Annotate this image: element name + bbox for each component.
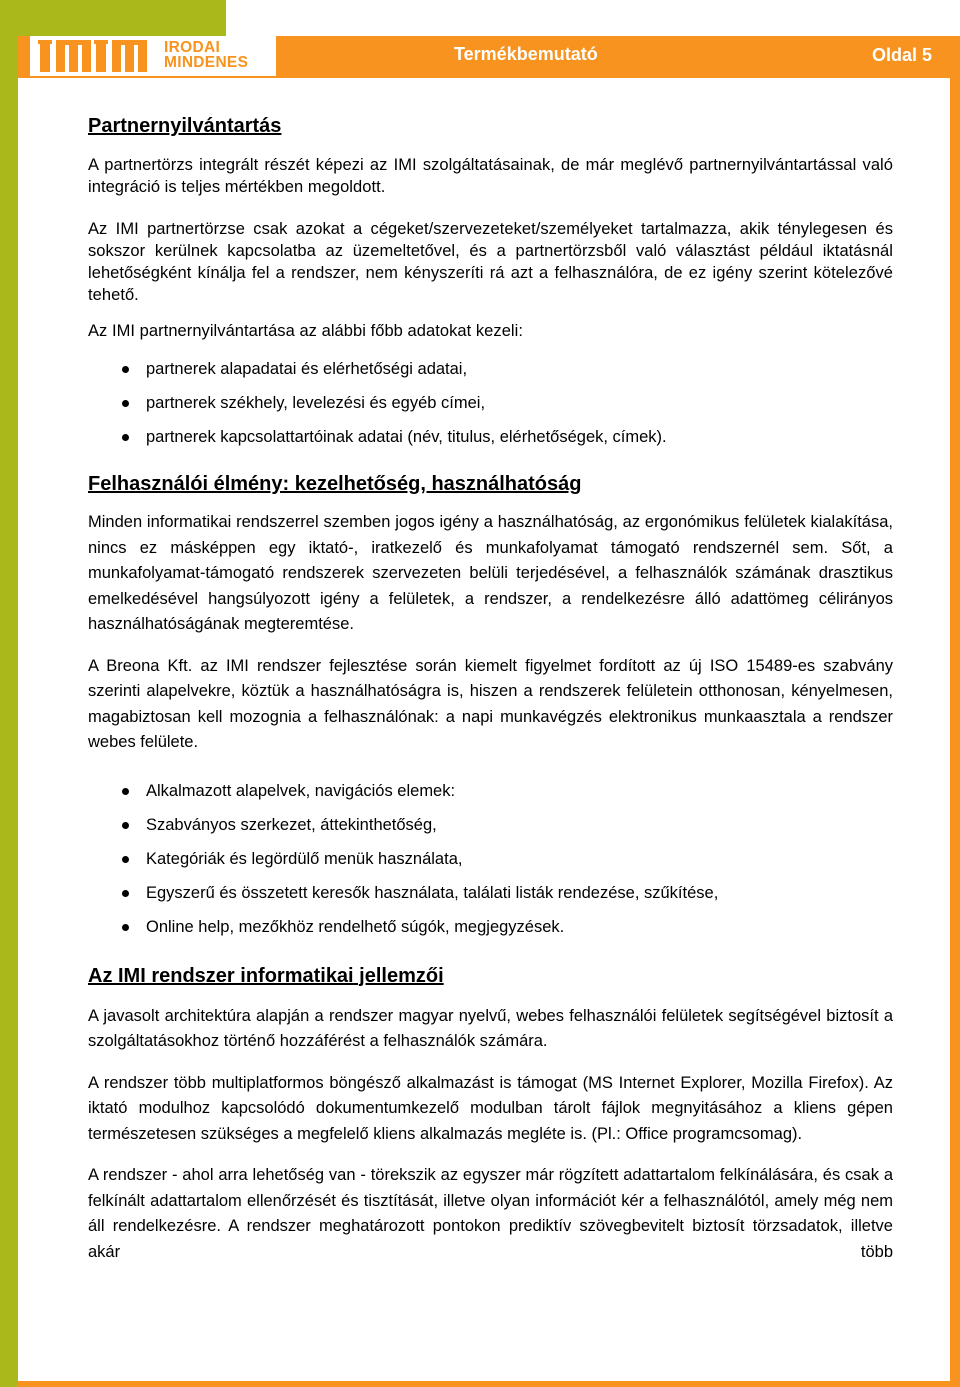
- paragraph: Minden informatikai rendszerrel szemben jogos igény a használhatóság, az ergonómikus felületek kialakítása, nincs ez másképpen egy iktató-, iratkezelő és munkafolyamat támogató rendszernél sem. Sőt, a munkafolyamat-támogató rendszerek szervezeten belüli terjedésével, a felhasználók számának drasztikus emelkedésével hangsúlyozott igény a felületek, a rendszer, a rendelkezésre álló adattömeg célirányos használhatóságának megteremtése.: [88, 513, 893, 633]
- paragraph: A rendszer több multiplatformos böngésző alkalmazást is támogat (MS Internet Explorer, Mozilla Firefox). Az iktató modulhoz kapcsolódó dokumentumkezelő modulban tárolt fájlok megnyitásához a kliens gépen természetesen szükséges a megfelelő kliens alkalmazás megléte is. (Pl.: Office programcsomag).: [88, 1073, 893, 1143]
- header-title: Termékbemutató: [454, 44, 598, 64]
- logo-line-1: IRODAI: [164, 39, 221, 56]
- bullet-list: [88, 780, 893, 938]
- list-item: Kategóriák és legördülő menük használata,: [88, 848, 893, 870]
- paragraph: Az IMI partnernyilvántartása az alábbi főbb adatokat kezeli:: [88, 322, 523, 340]
- paragraph: A rendszer - ahol arra lehetőség van - törekszik az egyszer már rögzített adattartalom felkínálására, és csak a felkínált adattartalom ellenőrzését és tisztítását, illetve olyan információt kér a felhasználótól, amely még nem áll rendelkezésre. A rendszer meghatározott pontokon prediktív szövegbevitelt biztosít törzsadatok, illetve akár több: [88, 1166, 893, 1261]
- top-frame-bar: [0, 0, 226, 36]
- page-number: Oldal 5: [872, 45, 933, 65]
- list-item: partnerek alapadatai és elérhetőségi adatai,: [88, 358, 893, 380]
- list-item: Szabványos szerkezet, áttekinthetőség,: [88, 814, 893, 836]
- section-title-usability: Felhasználói élmény: kezelhetőség, használhatóság: [88, 473, 582, 495]
- paragraph: Az IMI partnertörzse csak azokat a cégeket/szervezeteket/személyeket tartalmazza, akik ténylegesen és sokszor kerülnek kapcsolatba az üzemeltetővel, és a partnertörzsből való választást például iktatásnál lehetőségként kínálja fel a rendszer, nem kényszeríti rá azt a felhasználóra, de ez igény szerint kötelezővé tehető.: [88, 220, 893, 304]
- bullet-list: [88, 358, 893, 448]
- logo-line-2: MINDENES: [164, 54, 249, 71]
- paragraph: A javasolt architektúra alapján a rendszer magyar nyelvű, webes felhasználói felületek segítségével biztosít a szolgáltatásokhoz történő hozzáférést a felhasználók számára.: [88, 1006, 893, 1050]
- paragraph: A Breona Kft. az IMI rendszer fejlesztése során kiemelt figyelmet fordított az új ISO 15489-es szabvány szerinti alapelvekre, köztük a használhatóságra is, hiszen a rendszerek felületein otthonosan, kényelmesen, magabiztosan kell mozognia a felhasználónak: a napi munkavégzés elektronikus munkaasztala a rendszer webes felülete.: [88, 656, 893, 751]
- left-frame-bar: [0, 0, 18, 1387]
- imi-logo-icon: [38, 38, 158, 74]
- list-item: partnerek kapcsolattartóinak adatai (név, titulus, elérhetőségek, címek).: [88, 426, 893, 448]
- logo-wordmark: [164, 40, 276, 70]
- document-body: [88, 112, 893, 1265]
- list-item: partnerek székhely, levelezési és egyéb címei,: [88, 392, 893, 414]
- bottom-frame-bar: [18, 1381, 960, 1387]
- list-item: Online help, mezőkhöz rendelhető súgók, megjegyzések.: [88, 916, 893, 938]
- section-title-it-features: Az IMI rendszer informatikai jellemzői: [88, 964, 444, 987]
- top-frame-blank: [226, 0, 960, 36]
- right-frame-bar: [950, 78, 960, 1387]
- list-item: Egyszerű és összetett keresők használata, találati listák rendezése, szűkítése,: [88, 882, 893, 904]
- section-title-partners: Partnernyilvántartás: [88, 115, 282, 137]
- list-item: Alkalmazott alapelvek, navigációs elemek:: [88, 780, 893, 802]
- paragraph: A partnertörzs integrált részét képezi az IMI szolgáltatásainak, de már meglévő partnernyilvántartással való integráció is teljes mértékben megoldott.: [88, 156, 893, 196]
